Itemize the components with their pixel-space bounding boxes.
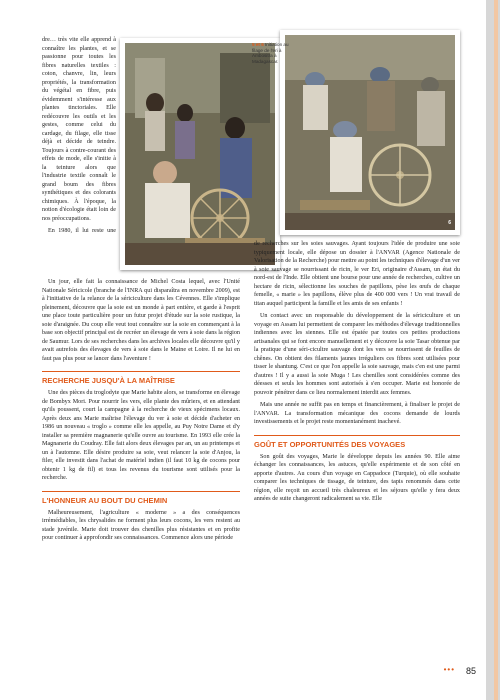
paragraph-agriculture: Malheureusement, l'agriculture « moderne » a des conséquences irrémédiables, les chrysalides ne forment plus leurs cocons, les vers restent au stade juvénile. Marie doit trouver des chenilles plus résistantes et en profite pour continuer à approfondir ses connaissances. Commence alors une période bbox=[42, 509, 240, 541]
paragraph-soies-sauvages: de recherches sur les soies sauvages. Ayant toujours l'idée de produire une soie typiquement locale, elle dépose un dossier à l'ANVAR (Agence Nationale de Valorisation de la Recherche) pour mettre au point les techniques d'élevage d'un ver à soie sauvage se nourrissant de ricin, le ver Eri, originaire d'Assam, un état du nord-est de l'Inde. Elle obtient une bourse pour une année de recherches, cultive un hectare de ricin, sélectionne les souches de papillons, pèse les œufs de chaque femelle, « marie » les papillons, élève plus de 400 000 vers ! Un vrai travail de titan auquel participent la famille et les amis de ses enfants ! bbox=[254, 241, 460, 307]
paragraph-silk-1980: En 1980, il lui reste une bbox=[48, 228, 116, 234]
photo-caption-label: 5 et 6 bbox=[252, 42, 264, 47]
paragraph-troglodyte: Une des pièces du troglodyte que Marie habite alors, se transforme en élevage de Bombyx Mori. Pour nourrir les vers, elle plante des mûriers, et en attendant qu'ils poussent, court la campagne à la recherche de vieux spécimens locaux. Après deux ans Marie maîtrise l'élevage du ver à soie et décide d'acheter en 1986 un nouveau « troglo » comme elle les appelle, au Puy Notre Dame et d'y installer sa première magnanerie qu'elle ouvre au tourisme. En 1993 elle crée la Magnanerie du Coudray. Elle fait alors deux élevages par an, un au printemps et un à l'automne. Elle désire produire sa soie, veut relancer la soie d'Anjou, la filer, elle investit dans l'achat de matériel indien (il faut 10 kg de cocons pour obtenir 1 kg de fil) et tous les revenus du tourisme sont utilisés pour la recherche. bbox=[42, 390, 240, 481]
paragraph-anvar: Mais une année ne suffit pas en temps et financièrement, à finaliser le projet de l'ANVAR. La transformation mécanique des cocons demande de lourds investissements et le projet reste momentanément inachevé. bbox=[254, 402, 460, 425]
heading-honneur: L'HONNEUR AU BOUT DU CHEMIN bbox=[42, 491, 240, 505]
heading-voyages: GOÛT ET OPPORTUNITÉS DES VOYAGES bbox=[254, 435, 460, 449]
page-edge-accent bbox=[494, 0, 498, 700]
paragraph-intro: dre… très vite elle apprend à connaître les plantes, et se passionne pour toutes les fibres naturelles textiles : coton, chanvre, lin, leurs propriétés, la transformation du végétal en fibre, puis évidemment s'intéresse aux plantes tinctoriales. Elle redécouvre les outils et les gestes, comme celui du cardage, du filage, elle tisse déjà et décide de teindre. Toujours à contre-courant des effets de mode, elle s'initie à la teinture alors que l'industrie textile connaît le grand boum des fibres synthétiques et des colorants chimiques. À l'époque, la notion d'écologie était loin de nos préoccupations. bbox=[42, 37, 116, 222]
paragraph-cappadoce: Son goût des voyages, Marie le développe depuis les années 90. Elle aime échanger les connaissances, les astuces, qu'elle expérimente et de son côté en apporte d'autres. Au cours d'un voyage en Cappadoce (Turquie), où elle souhaite comparer les techniques de tissage, de teinture, des tapis renommés dans cette région, elle reçoit un accueil très chaleureux et les séjours qu'elle y fera deux années de suite changeront radicalement sa vie. Elle bbox=[254, 453, 460, 502]
paragraph-assam: Un contact avec un responsable du développement de la sériciculture et un voyage en Assam lui permettent de comparer les méthodes d'élevage traditionnelles indiennes avec les siennes. Elle est épatée par toutes ces petites productions artisanales qui se font encore manuellement et y découvre la soie Tasar obtenue par la pratique d'une séri-cicultre sauvage dont les vers se nourrissent de feuilles de chênes. On obtient des filaments jaunes irréguliers ces fibres sont utilisées pour tisser le shantung. C'est ce que l'on appelle la soie sauvage, mais c'en est une parmi d'autres ! Il y a aussi la soie Muga ! Les chenilles sont considérées comme des déesses et seuls les hommes sont autorisés à s'en occuper. Marie est honorée de pouvoir pénétrer dans ce lieu normalement interdit aux femmes. bbox=[254, 313, 460, 396]
photo-caption-text: Initiation au filage de l'eri à Ambositra à Madagascar. bbox=[252, 42, 289, 64]
heading-recherche: RECHERCHE JUSQU'À LA MAÎTRISE bbox=[42, 371, 240, 385]
photo-silk-reeling-madagascar bbox=[120, 38, 280, 270]
page-edge-strip bbox=[486, 0, 500, 700]
paragraph-michel-costa: Un jour, elle fait la connaissance de Michel Costa lequel, avec l'Unité Nationale Séricicole (branche de l'INRA qui disparaîtra en novembre 2009), est à l'initiative de la relance de la sériciculture dans les Cévennes. Elle s'implique pleinement, découvre que la soie est un monde à part entière, et garde à l'esprit une place toute particulière pour un futur projet d'étude sur la soie rustique, la soie d'araignée. Du coup elle veut tout connaître sur la soie en commençant à la base son objectif principal est de recréer un élevage de vers à soie dans la région de Saumur. Lors de ses recherches dans les archives locales elle découvre qu'il y avait autrefois des élevages de vers à soie dans le Maine et Loire. Il ne lui en faut pas plus pour se lancer dans l'aventure ! bbox=[42, 279, 240, 362]
photo-number: 6 bbox=[448, 220, 451, 226]
page-number: 85 bbox=[465, 666, 476, 676]
photo-caption bbox=[252, 42, 292, 64]
continuation-dots: ••• bbox=[443, 665, 455, 674]
photo-eri-silk-initiation bbox=[280, 30, 460, 235]
photo-image bbox=[125, 43, 275, 265]
photo-illustration-2 bbox=[285, 35, 455, 230]
left-column-top bbox=[42, 36, 116, 236]
photo-illustration bbox=[125, 43, 275, 265]
photo-image-2 bbox=[285, 35, 455, 230]
left-column-main bbox=[42, 278, 240, 680]
right-column bbox=[254, 240, 460, 670]
